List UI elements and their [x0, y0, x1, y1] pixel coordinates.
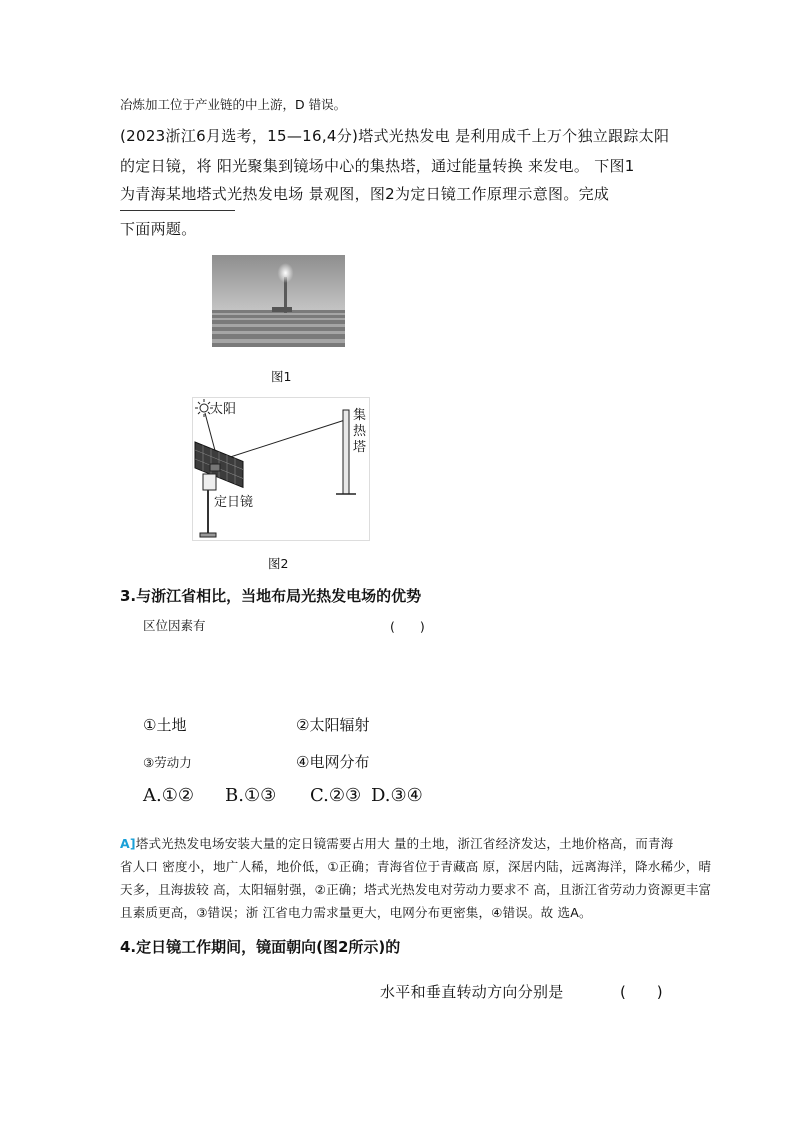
q3-choice-c[interactable]: C.②③	[310, 785, 362, 806]
answer-line-3: 天多，且海拔较 高，太阳辐射强，②正确；塔式光热发电对劳动力要求不 高，且浙江省劳动力资源更丰富	[120, 882, 712, 897]
question-4-stem-cont: 水平和垂直转动方向分别是	[380, 983, 564, 1001]
question-4-answer-paren: ( )	[620, 983, 663, 1001]
question-3-stem: 3.与浙江省相比，当地布局光热发电场的优势	[120, 587, 422, 605]
q3-option-1: ①土地	[143, 716, 187, 734]
tower-label-3: 塔	[353, 440, 367, 455]
underline-divider	[120, 210, 235, 211]
figure-1-photo	[212, 255, 345, 347]
q3-choice-d[interactable]: D.③④	[371, 785, 423, 806]
question-4-stem: 4.定日镜工作期间，镜面朝向(图2所示)的	[120, 938, 401, 956]
tower-label-2: 热	[353, 424, 367, 439]
answer-line-1	[120, 834, 673, 852]
answer-tag: A]	[120, 836, 136, 851]
tower-label-1: 集	[353, 408, 367, 423]
text-line-5: 下面两题。	[120, 220, 197, 238]
solar-plant-photo-image	[212, 255, 345, 347]
question-3-stem-cont: 区位因素有	[143, 618, 206, 633]
q3-option-4: ④电网分布	[296, 753, 370, 771]
q3-choice-b[interactable]: B.①③	[225, 785, 277, 806]
q3-option-3: ③劳动力	[143, 755, 192, 770]
heliostat-diagram	[193, 398, 369, 540]
text-line-1: 冶炼加工位于产业链的中上游，D 错误。	[120, 97, 347, 112]
q3-choice-a[interactable]: A.①②	[143, 785, 194, 806]
figure-2-diagram	[192, 397, 370, 541]
figure-1-caption: 图1	[271, 369, 292, 384]
figure-2-caption: 图2	[268, 556, 289, 571]
question-3-answer-paren: ( )	[390, 619, 425, 634]
text-line-4: 为青海某地塔式光热发电场 景观图，图2为定日镜工作原理示意图。完成	[120, 185, 610, 203]
answer-line-4: 且素质更高，③错误；浙 江省电力需求量更大，电网分布更密集，④错误。故 选A。	[120, 905, 592, 920]
q3-option-2: ②太阳辐射	[296, 716, 370, 734]
answer-text-1: 塔式光热发电场安装大量的定日镜需要占用大 量的土地，浙江省经济发达，土地价格高，而青海	[135, 836, 674, 851]
text-line-2: (2023浙江6月选考，15—16,4分)塔式光热发电 是利用成千上万个独立跟踪太阳	[120, 127, 670, 145]
sun-label: 太阳	[210, 402, 237, 417]
mirror-label: 定日镜	[214, 495, 254, 510]
text-line-3: 的定日镜，将 阳光聚集到镜场中心的集热塔，通过能量转换 来发电。 下图1	[120, 157, 635, 175]
answer-line-2: 省人口 密度小，地广人稀，地价低，①正确；青海省位于青藏高 原，深居内陆，远离海洋，降水稀少，晴	[120, 859, 712, 874]
